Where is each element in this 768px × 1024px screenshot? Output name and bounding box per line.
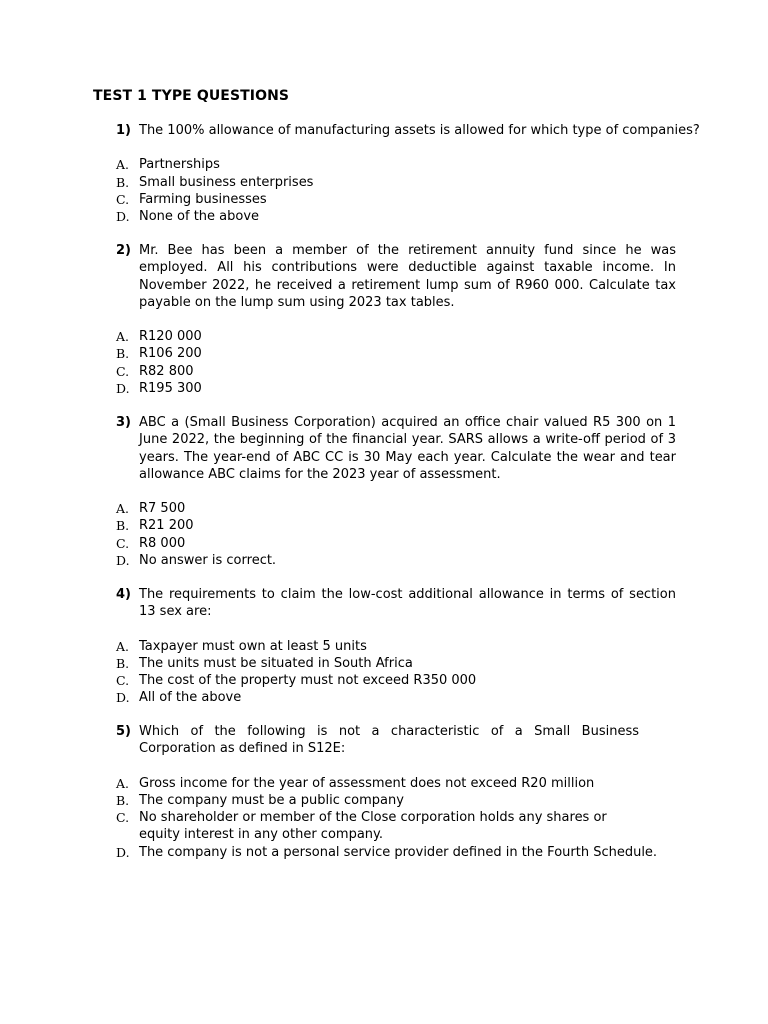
option-b [116,655,676,672]
option-text: Taxpayer must own at least 5 units [139,638,367,654]
question-5 [116,723,676,874]
option-text: The company must be a public company [139,792,404,808]
option-a [116,328,676,345]
question-2 [116,242,676,410]
option-text: R106 200 [139,346,202,362]
question-3 [116,414,676,582]
question-number: 5) [116,724,131,739]
option-text: All of the above [139,690,242,706]
option-text: Partnerships [139,157,220,173]
option-text: None of the above [139,209,260,225]
option-text: R195 300 [139,381,202,397]
question-4 [116,586,676,720]
option-text: No answer is correct. [139,553,277,569]
answer-options [116,775,676,861]
question-text: The 100% allowance of manufacturing assets is allowed for which type of companies? [139,123,700,138]
option-letter: A. [116,157,130,173]
option-letter: A. [116,501,130,517]
answer-options [116,638,676,707]
option-letter: C. [116,535,130,551]
question-text: Mr. Bee has been a member of the retirement annuity fund since he was employed. All his contributions were deductible against taxable income. In November 2022, he received a retirement lump sum of R960 000. Calculate tax payable on the lump sum using 2023 tax tables. [139,243,676,310]
question-number: 2) [116,243,131,258]
option-c [116,363,676,380]
option-c [116,809,634,844]
option-b [116,345,676,362]
question-text: ABC a (Small Business Corporation) acquired an office chair valued R5 300 on 1 June 2022, the beginning of the financial year. SARS allows a write-off period of 3 years. The year-end of ABC CC is 30 May each year. Calculate the wear and tear allowance ABC claims for the 2023 year of assessment. [139,415,676,482]
option-b [116,174,676,191]
option-letter: A. [116,329,130,345]
question-1 [116,122,700,238]
option-text: R8 000 [139,535,186,551]
option-c [116,672,676,689]
option-b [116,517,676,534]
option-c [116,535,676,552]
option-text: No shareholder or member of the Close corporation holds any shares or equity interest in any other company. [139,810,607,843]
page-title: TEST 1 TYPE QUESTIONS [93,88,290,104]
option-a [116,156,676,173]
option-text: R21 200 [139,518,194,534]
option-text: The company is not a personal service provider defined in the Fourth Schedule. [139,844,658,860]
option-text: R82 800 [139,363,194,379]
option-text: Small business enterprises [139,174,314,190]
option-letter: D. [116,209,130,225]
question-text: The requirements to claim the low-cost additional allowance in terms of section 13 sex are: [139,587,676,620]
option-letter: C. [116,673,130,689]
option-d [116,208,676,225]
answer-options [116,500,676,569]
option-letter: B. [116,174,130,190]
option-text: The cost of the property must not exceed R350 000 [139,673,477,689]
option-d [116,552,676,569]
option-letter: A. [116,638,130,654]
option-letter: B. [116,792,130,808]
option-d [116,689,676,706]
option-letter: D. [116,381,130,397]
option-letter: D. [116,553,130,569]
option-a [116,775,676,792]
option-text: Gross income for the year of assessment does not exceed R20 million [139,775,595,791]
option-a [116,638,676,655]
question-number: 4) [116,587,131,602]
option-text: The units must be situated in South Africa [139,655,413,671]
question-number: 1) [116,123,131,138]
option-text: R7 500 [139,501,186,517]
answer-options [116,328,676,397]
option-b [116,792,676,809]
option-letter: D. [116,844,130,860]
option-d [116,380,676,397]
answer-options [116,156,676,225]
option-text: Farming businesses [139,191,267,207]
option-letter: B. [116,518,130,534]
option-letter: A. [116,775,130,791]
option-c [116,191,676,208]
option-letter: B. [116,346,130,362]
option-letter: D. [116,690,130,706]
question-text: Which of the following is not a characteristic of a Small Business Corporation as defined in S12E: [139,724,639,757]
option-text: R120 000 [139,329,202,345]
question-number: 3) [116,415,131,430]
option-letter: C. [116,363,130,379]
option-letter: C. [116,810,130,826]
option-letter: C. [116,191,130,207]
option-letter: B. [116,655,130,671]
option-d [116,844,676,861]
option-a [116,500,676,517]
